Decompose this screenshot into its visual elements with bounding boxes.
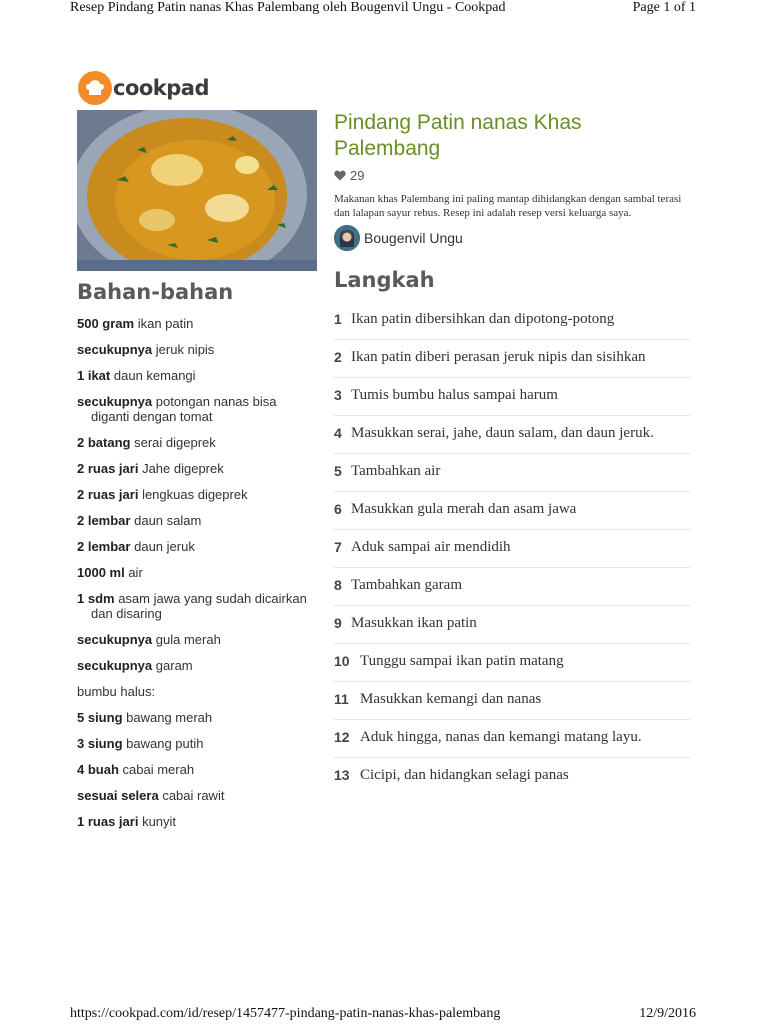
cookpad-logo[interactable] <box>78 71 209 105</box>
step-item <box>334 758 690 795</box>
ingredient-quantity: 2 ruas jari <box>77 461 139 476</box>
step-text: Masukkan serai, jahe, daun salam, dan daun jeruk. <box>351 425 654 441</box>
step-text: Tumis bumbu halus sampai harum <box>351 387 558 403</box>
step-item <box>334 720 690 758</box>
ingredient-item <box>77 394 317 424</box>
print-footer <box>70 1006 696 1022</box>
ingredient-quantity: 2 lembar <box>77 513 131 528</box>
step-item <box>334 340 690 378</box>
step-text: Ikan patin diberi perasan jeruk nipis dan sisihkan <box>351 349 646 365</box>
ingredient-text: air <box>128 565 143 580</box>
step-item <box>334 568 690 606</box>
ingredient-quantity: 5 siung <box>77 710 123 725</box>
ingredient-item <box>77 368 317 383</box>
step-number: 8 <box>334 577 342 593</box>
ingredient-quantity: secukupnya <box>77 658 153 673</box>
author[interactable] <box>334 225 690 251</box>
heart-icon <box>334 170 346 181</box>
step-item <box>334 302 690 340</box>
ingredient-item <box>77 684 317 699</box>
step-text: Tunggu sampai ikan patin matang <box>360 653 564 669</box>
print-date: 12/9/2016 <box>639 1006 696 1021</box>
ingredient-quantity: 2 batang <box>77 435 131 450</box>
ingredient-item <box>77 762 317 777</box>
ingredient-item <box>77 342 317 357</box>
step-text: Ikan patin dibersihkan dan dipotong-potong <box>351 311 615 327</box>
ingredient-text: daun salam <box>134 513 202 528</box>
step-number: 13 <box>334 767 350 783</box>
recipe-title: Pindang Patin nanas Khas Palembang <box>334 111 582 160</box>
ingredient-text: gula merah <box>155 632 221 647</box>
step-text: Tambahkan air <box>351 463 441 479</box>
ingredient-item <box>77 565 317 580</box>
step-item <box>334 416 690 454</box>
likes[interactable] <box>334 168 690 183</box>
ingredients-list <box>77 316 317 829</box>
ingredient-item <box>77 658 317 673</box>
ingredient-item <box>77 788 317 803</box>
ingredient-text: jeruk nipis <box>155 342 215 357</box>
step-number: 3 <box>334 387 342 403</box>
step-item <box>334 378 690 416</box>
ingredient-text: garam <box>155 658 193 673</box>
recipe-description: Makanan khas Palembang ini paling mantap dihidangkan dengan sambal terasi dan lalapan sayur rebus. Resep ini adalah resep versi keluarga saya. <box>334 193 682 219</box>
ingredient-item <box>77 513 317 528</box>
ingredient-quantity: 2 ruas jari <box>77 487 139 502</box>
step-text: Masukkan gula merah dan asam jawa <box>351 501 577 517</box>
ingredient-item <box>77 814 317 829</box>
ingredient-quantity: 500 gram <box>77 316 135 331</box>
ingredients-heading: Bahan-bahan <box>77 280 234 304</box>
step-number: 12 <box>334 729 350 745</box>
ingredient-item <box>77 710 317 725</box>
ingredients-section <box>77 280 317 840</box>
step-item <box>334 492 690 530</box>
step-text: Aduk hingga, nanas dan kemangi matang layu. <box>360 729 642 745</box>
ingredient-quantity: 2 lembar <box>77 539 131 554</box>
ingredient-text: daun jeruk <box>134 539 195 554</box>
ingredient-item <box>77 539 317 554</box>
ingredient-item <box>77 435 317 450</box>
step-number: 7 <box>334 539 342 555</box>
ingredient-text: Jahe digeprek <box>142 461 224 476</box>
author-name: Bougenvil Ungu <box>364 230 463 246</box>
ingredient-quantity: 1 sdm <box>77 591 115 606</box>
ingredient-quantity: secukupnya <box>77 342 153 357</box>
step-number: 2 <box>334 349 342 365</box>
ingredient-item <box>77 736 317 751</box>
ingredient-quantity: 1000 ml <box>77 565 125 580</box>
step-number: 4 <box>334 425 342 441</box>
ingredient-item <box>77 487 317 502</box>
ingredient-item <box>77 461 317 476</box>
avatar <box>334 225 360 251</box>
step-text: Aduk sampai air mendidih <box>351 539 511 555</box>
ingredient-text: kunyit <box>142 814 177 829</box>
step-item <box>334 644 690 682</box>
ingredient-quantity: secukupnya <box>77 632 153 647</box>
step-number: 1 <box>334 311 342 327</box>
page-indicator: Page 1 of 1 <box>632 0 696 15</box>
recipe-photo <box>77 110 317 271</box>
recipe-main <box>334 110 690 795</box>
step-number: 5 <box>334 463 342 479</box>
logo-wordmark: cookpad <box>113 76 210 100</box>
ingredient-text: asam jawa yang sudah dicairkan dan disaring <box>91 591 307 621</box>
step-text: Masukkan ikan patin <box>351 615 477 631</box>
ingredient-text: ikan patin <box>137 316 194 331</box>
step-item <box>334 606 690 644</box>
ingredient-item <box>77 591 317 621</box>
ingredient-item <box>77 316 317 331</box>
step-item <box>334 454 690 492</box>
step-text: Masukkan kemangi dan nanas <box>360 691 542 707</box>
ingredient-text: serai digeprek <box>134 435 216 450</box>
step-number: 10 <box>334 653 350 669</box>
steps-heading: Langkah <box>334 268 435 292</box>
ingredient-quantity: 4 buah <box>77 762 119 777</box>
print-header-title: Resep Pindang Patin nanas Khas Palembang oleh Bougenvil Ungu - Cookpad <box>70 0 506 15</box>
ingredient-quantity: 3 siung <box>77 736 123 751</box>
ingredient-text: bumbu halus: <box>77 684 156 699</box>
ingredient-text: daun kemangi <box>113 368 196 383</box>
ingredient-quantity: 1 ikat <box>77 368 111 383</box>
steps-list <box>334 302 690 795</box>
ingredient-text: cabai merah <box>122 762 195 777</box>
ingredient-quantity: secukupnya <box>77 394 153 409</box>
page-url: https://cookpad.com/id/resep/1457477-pindang-patin-nanas-khas-palembang <box>70 1006 501 1021</box>
ingredient-text: cabai rawit <box>162 788 225 803</box>
step-text: Cicipi, dan hidangkan selagi panas <box>360 767 569 783</box>
ingredient-text: potongan nanas bisa diganti dengan tomat <box>91 394 277 424</box>
step-number: 11 <box>334 691 349 707</box>
ingredient-quantity: sesuai selera <box>77 788 159 803</box>
ingredient-text: bawang putih <box>126 736 204 751</box>
step-item <box>334 530 690 568</box>
step-item <box>334 682 690 720</box>
step-text: Tambahkan garam <box>351 577 462 593</box>
ingredient-text: bawang merah <box>126 710 213 725</box>
ingredient-quantity: 1 ruas jari <box>77 814 139 829</box>
ingredient-item <box>77 632 317 647</box>
chef-hat-icon <box>78 71 112 105</box>
likes-count: 29 <box>350 168 365 183</box>
print-header <box>70 0 696 16</box>
step-number: 6 <box>334 501 342 517</box>
ingredient-text: lengkuas digeprek <box>142 487 248 502</box>
step-number: 9 <box>334 615 342 631</box>
